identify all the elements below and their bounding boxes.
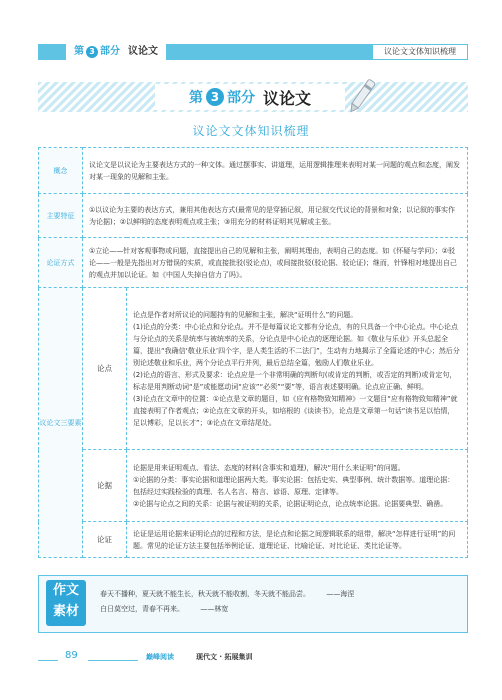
table-row xyxy=(39,148,468,194)
quote-author: ——海涅 xyxy=(326,590,355,598)
element-line: (3)论点在文章中的位置：①论点是文章的题目，如《应有格物致知精神》一文题目“应有格物致知精神”就直接表明了作者观点；②论点在文章的开头，如培根的《谈读书》，论点是文章第一句话“读书足以怡情，足以博彩，足以长才”；③论点在文章结尾处。 xyxy=(133,394,458,427)
banner-part-pre: 第 xyxy=(188,90,203,106)
table-row xyxy=(39,238,468,288)
quote-2 xyxy=(100,604,228,614)
part-tab xyxy=(66,44,166,60)
quote-text: 白日莫空过，青春不再来。 xyxy=(100,605,184,613)
footer-rule-mid xyxy=(88,660,138,661)
element-line: 论点是作者对所议论的问题持有的见解和主张，解决“证明什么”的问题。 xyxy=(133,310,358,319)
material-badge xyxy=(46,580,86,626)
row-label: 论证方式 xyxy=(39,238,83,288)
chapter-label: 议论文文体知识梳理 xyxy=(372,44,468,60)
element-name-lunzheng: 论证 xyxy=(83,522,127,558)
table-row xyxy=(39,450,468,522)
element-line: ①论据的分类：事实论据和道理论据两大类。事实论据：包括史实、典型事例、统计数据等。道理论据：包括经过实践检验的真理、名人名言、格言、谚语、原理、定律等。 xyxy=(133,475,455,496)
table-row xyxy=(39,288,468,450)
page-number: 89 xyxy=(65,650,78,661)
part-label-post: 部分 xyxy=(100,46,120,57)
table-row xyxy=(39,522,468,558)
banner-title: 议论文 xyxy=(262,88,311,108)
badge-top-text: 作文 xyxy=(52,583,79,598)
banner-part xyxy=(189,87,255,107)
banner-part-post: 部分 xyxy=(226,90,255,106)
row-content: ①立论——针对客观事物或问题，直接提出自己的见解和主张，阐明其理由，表明自己的态度。如《怀疑与学问》；②驳论——一般是先指出对方错误的实质，或直接批驳(驳论点)，或间接批驳(驳论据、驳论证)；继而，针锋相对地提出自己的观点并加以论证。如《中国人失掉自信力了吗》。 xyxy=(83,238,468,288)
table-row xyxy=(39,194,468,238)
row-label: 主要特征 xyxy=(39,194,83,238)
quote-author: ——林宽 xyxy=(200,605,229,613)
row-label: 概念 xyxy=(39,148,83,194)
element-line: 论据是用来证明观点、看法、态度的材料(含事实和道理)，解决“用什么来证明”的问题。 xyxy=(133,463,405,472)
element-line: ②论据与论点之间的关系：论据与被证明的关系，论据证明论点，论点统率论据。论据要典型、确凿。 xyxy=(133,499,448,508)
part-number-badge: 3 xyxy=(86,46,98,58)
pen-icon xyxy=(345,76,379,116)
footer-book-title: 现代文 · 拓展集训 xyxy=(196,653,253,661)
footer-rule-left xyxy=(38,660,58,661)
quote-text: 春天不播种，夏天就不能生长，秋天就不能收割，冬天就不能品尝。 xyxy=(100,590,310,598)
quote-1 xyxy=(100,589,354,599)
element-content-lunzheng xyxy=(127,522,468,558)
badge-bottom-text: 素材 xyxy=(52,604,79,619)
elements-label: 议论文三要素 xyxy=(39,288,83,558)
element-line: (2)论点的语言、形式及要求：论点应是一个非常明确的判断句(或肯定的判断，或否定的判断)或肯定句，标志是用判断动词“是”或能愿动词“应该”“必须”“要”等，语言表述要明确。论点应正确、鲜明。 xyxy=(133,370,457,391)
element-line: (1)论点的分类：中心论点和分论点。并不是每篇议论文都有分论点，有的只具备一个中心论点。中心论点与分论点的关系是统率与被统率的关系，分论点是中心论点的逐理论据。如《敬业与乐业》开头总起全篇，提出“我确信‘敬业乐业’四个字，是人类生活的不二法门”，生动有力地揭示了全篇论述的中心；然后分别论述敬业和乐业，两个分论点平行并列，最后总结全篇，勉励人们敬业乐业。 xyxy=(133,322,460,367)
part-name: 议论文 xyxy=(128,46,158,57)
row-content: ①以议论为主要的表达方式，兼用其他表达方式(最常见的是穿插记叙，用记叙交代议论的背景和对象；以记叙的事实作为论据)；②以鲜明的态度表明观点或主张；③用充分的材料证明其见解或主张。 xyxy=(83,194,468,238)
knowledge-table xyxy=(38,147,468,558)
element-name-lunju: 论据 xyxy=(83,450,127,522)
footer-brand: 巅峰阅读 xyxy=(146,653,174,661)
section-title: 议论文文体知识梳理 xyxy=(192,124,310,138)
element-name-lundian: 论点 xyxy=(83,288,127,450)
element-content-lunju xyxy=(127,450,468,522)
row-content: 议论文是以议论为主要表达方式的一种文体。通过摆事实、讲道理，运用逻辑推理来表明对某一问题的观点和态度，阐发对某一现象的见解和主张。 xyxy=(83,148,468,194)
element-line: 论证是运用论据来证明论点的过程和方法，是论点和论据之间逻辑联系的纽带，解决“怎样进行证明”的问题。常见的论证方法主要包括举例论证、道理论证、比喻论证、对比论证、类比论证等。 xyxy=(133,529,456,550)
banner-part-number: 3 xyxy=(206,88,224,106)
banner-title-box xyxy=(155,84,345,110)
part-label-pre: 第 xyxy=(74,46,84,57)
element-content-lundian xyxy=(127,288,468,450)
